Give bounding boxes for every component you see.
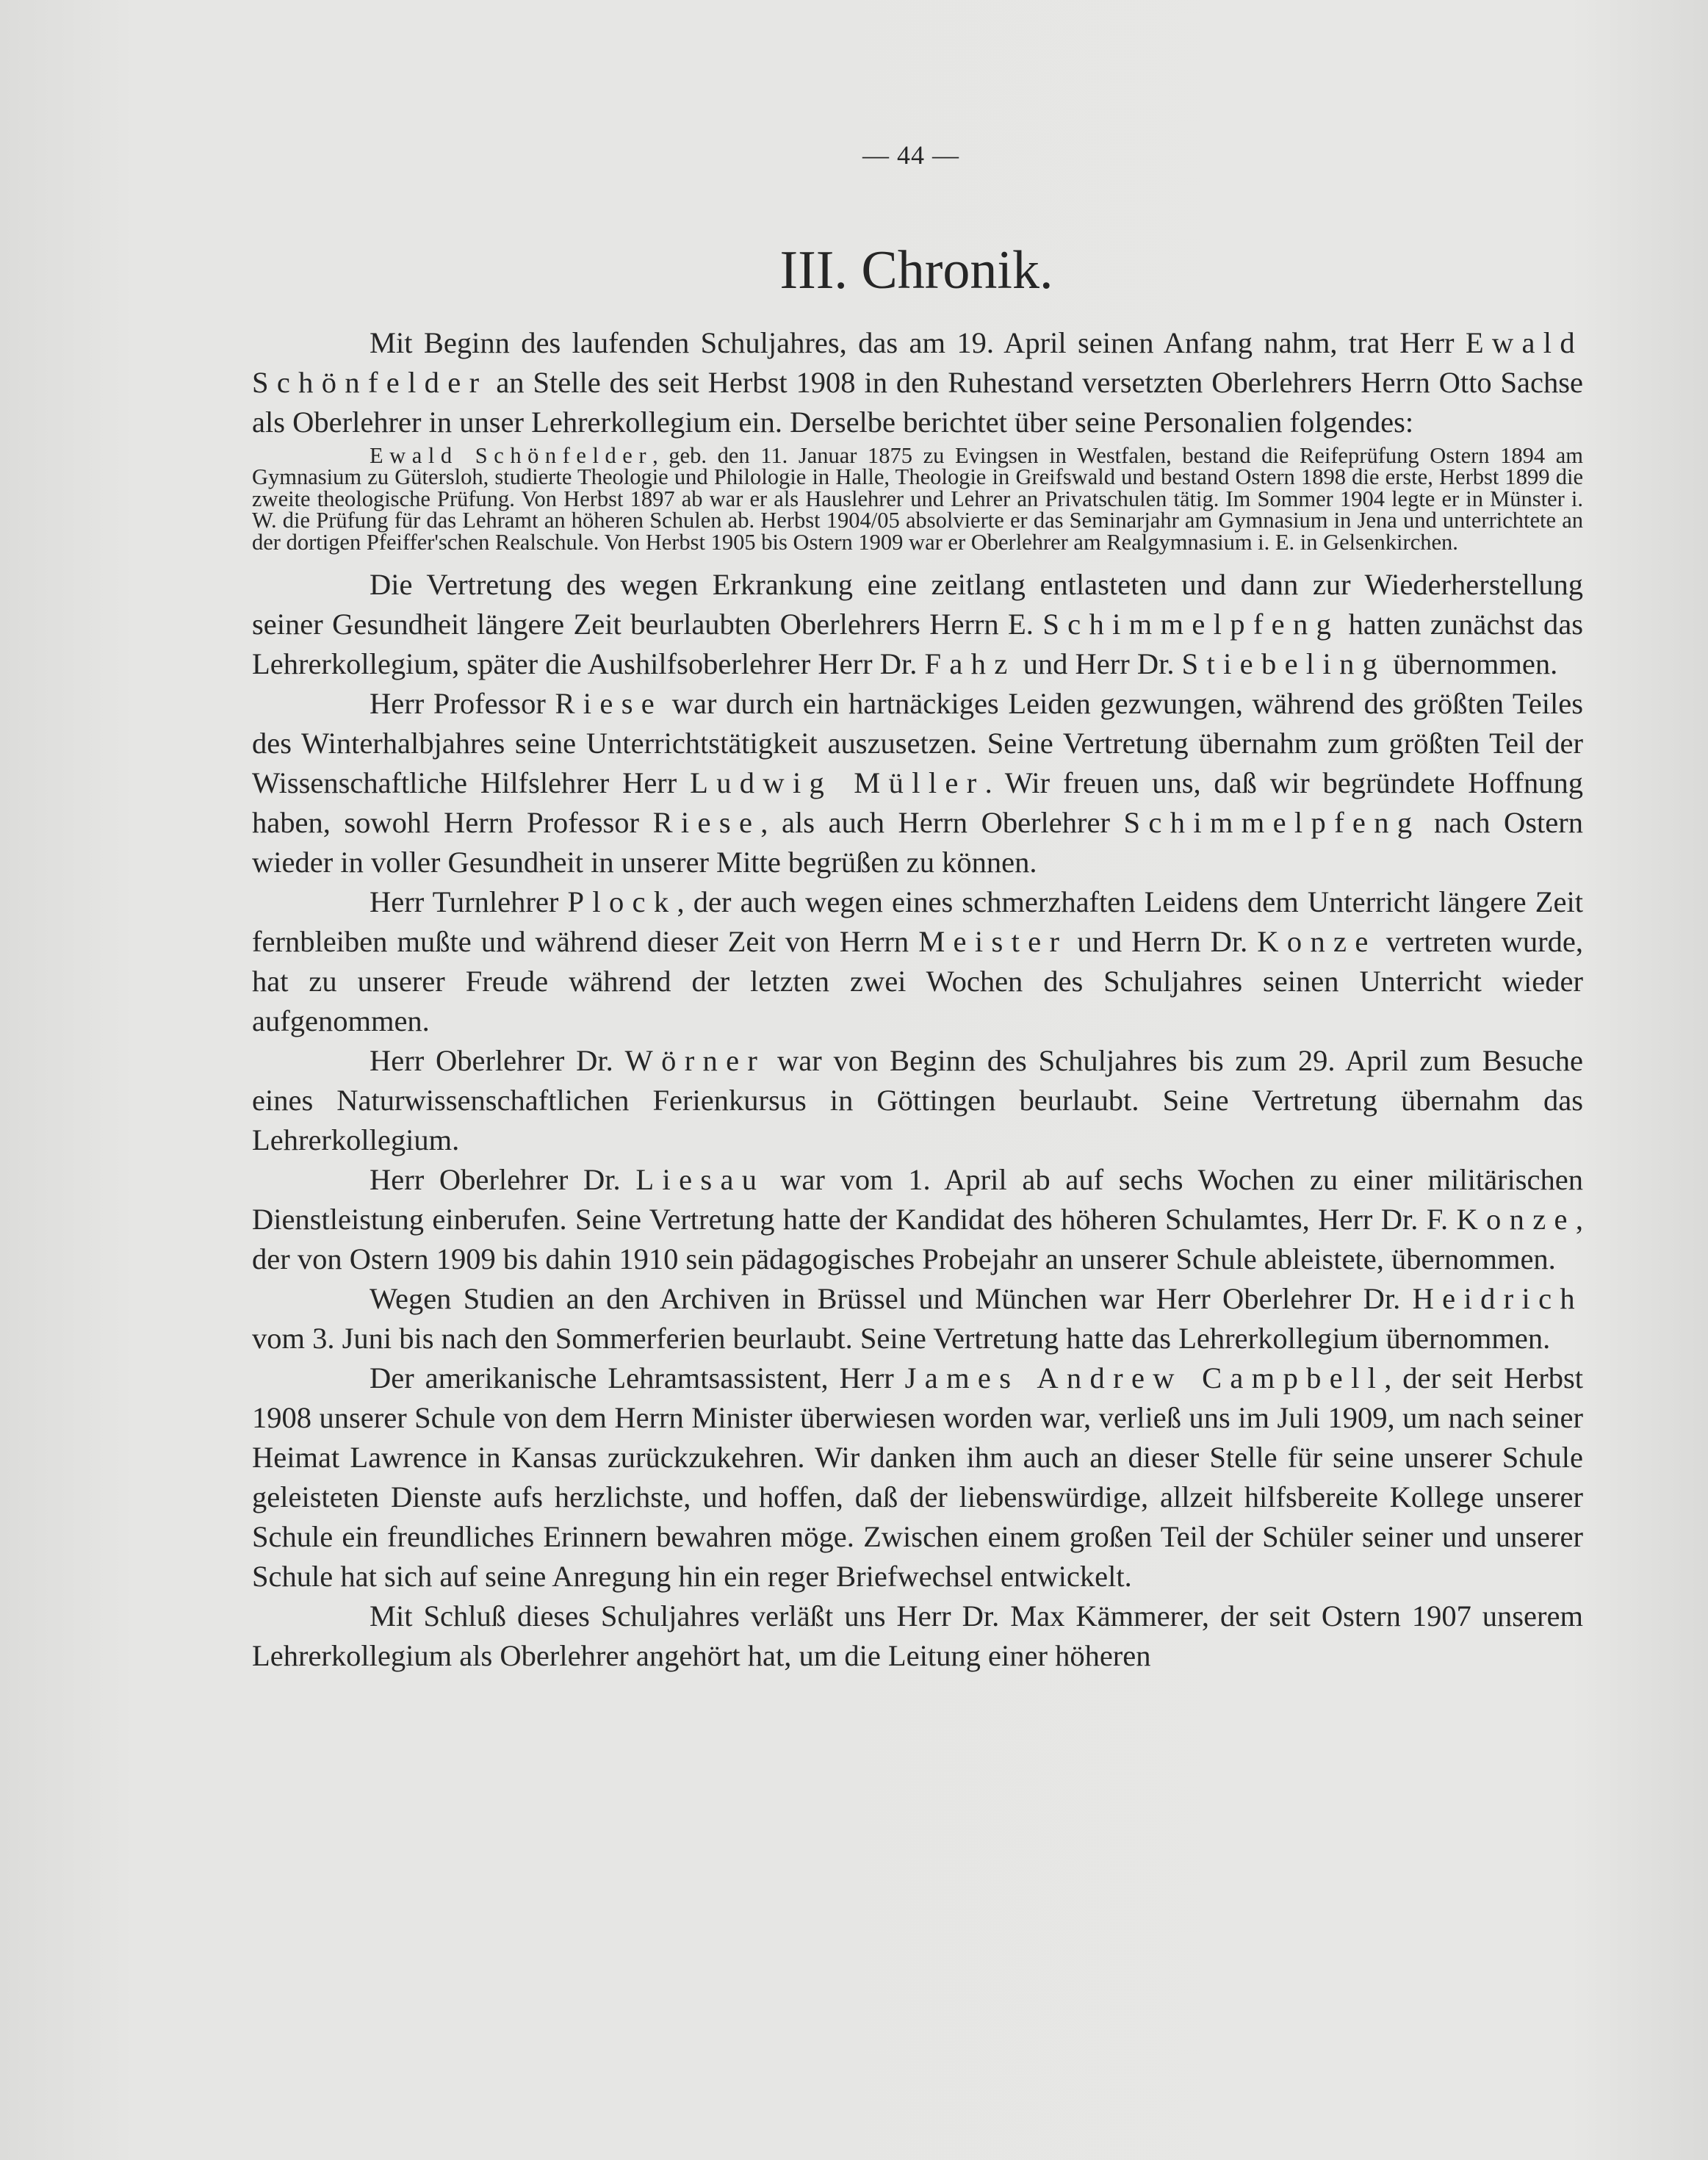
section-title: III. Chronik.	[779, 240, 1053, 300]
spaced-name: Meister	[918, 925, 1068, 959]
chronicle-paragraph	[252, 1160, 1583, 1279]
text-run: vom 3. Juni bis nach den Sommerferien beurlaubt. Seine Vertretung hatte das Lehrerkollegium übernommen.	[252, 1322, 1551, 1356]
text-run: Herr Oberlehrer Dr.	[370, 1163, 636, 1197]
text-run: . Wir freuen uns, daß wir begründete Hoffnung haben, sowohl Herrn Professor	[252, 766, 1584, 840]
spaced-name: Plock	[567, 885, 677, 919]
text-run: , der auch wegen eines schmerzhaften Leidens dem Unterricht längere Zeit fernbleiben mußte und während dieser Zeit von Herrn	[252, 885, 1583, 959]
spaced-name: Riese	[652, 806, 761, 840]
spaced-name: Liesau	[635, 1163, 765, 1197]
text-run: , der seit Herbst 1908 unserer Schule von dem Herrn Minister überwiesen worden war, verließ uns im Juli 1909, um nach seiner Heimat Lawrence in Kansas zurückzukehren. Wir danken ihm auch an dieser Stelle für seine unserer Schule geleisteten Dienste aufs herzlichste, und hoffen, daß der liebenswürdige, allzeit hilfsbereite Kollege unserer Schule ein freundliches Erinnern bewahren möge. Zwischen einem großen Teil der Schüler seiner und unserer Schule hat sich auf seine Anregung hin ein reger Briefwechsel entwickelt.	[252, 1361, 1583, 1594]
text-run: war vom 1. April ab auf sechs Wochen zu einer militärischen Dienstleistung einberufen. Seine Vertretung hatte der Kandidat des höheren Schulamtes, Herr Dr. F.	[252, 1163, 1583, 1236]
text-run: und Herr Dr.	[1015, 647, 1182, 681]
text-run: Mit Beginn des laufenden Schuljahres, das am 19. April seinen Anfang nahm, trat Herr	[370, 326, 1466, 359]
text-run: und Herrn Dr.	[1067, 925, 1258, 959]
biography-paragraph	[252, 442, 1583, 553]
spaced-name: Schimmelpfeng	[1123, 806, 1421, 840]
spaced-name: Riese	[555, 687, 663, 721]
text-run: Herr Turnlehrer	[370, 885, 568, 919]
spaced-name: James Andrew Campbell	[904, 1361, 1385, 1395]
chronicle-paragraph	[252, 565, 1583, 684]
text-run: vertreten wurde, hat zu unserer Freude während der letzten zwei Wochen des Schuljahres seinen Unterricht wieder aufgenommen.	[252, 925, 1583, 1038]
text-run: , als auch Herrn Oberlehrer	[760, 806, 1124, 840]
spaced-name: Fahz	[924, 647, 1016, 681]
chronicle-paragraph	[252, 1596, 1583, 1676]
chronicle-paragraph	[252, 1279, 1583, 1358]
body-text	[252, 323, 1583, 1676]
chronicle-paragraph	[252, 684, 1583, 882]
text-run: Mit Schluß dieses Schuljahres verläßt uns Herr Dr. Max Kämmerer, der seit Ostern 1907 unserem Lehrerkollegium als Oberlehrer angehört hat, um die Leitung einer höheren	[252, 1599, 1583, 1673]
text-run: Herr Professor	[370, 687, 555, 721]
spaced-name: Konze	[1456, 1203, 1576, 1236]
spaced-name: Ewald Schönfelder	[252, 326, 1583, 399]
text-run: hatten zunächst das Lehrerkollegium, später die Aushilfsoberlehrer Herr Dr.	[252, 608, 1583, 681]
spaced-name: Schimmelpfeng	[1042, 608, 1340, 641]
text-run: war durch ein hartnäckiges Leiden gezwungen, während des größten Teiles des Winterhalbjahres seine Unterrichtstätigkeit auszusetzen. Seine Vertretung übernahm zum größten Teil der Wissenschaftliche Hilfslehrer Herr	[252, 687, 1583, 800]
text-run: Herr Oberlehrer Dr.	[370, 1044, 625, 1078]
spaced-name: Heidrich	[1412, 1282, 1583, 1316]
chronicle-paragraph	[252, 882, 1583, 1041]
text-run: Wegen Studien an den Archiven in Brüssel und München war Herr Oberlehrer Dr.	[370, 1282, 1413, 1316]
spaced-name: Ludwig Müller	[690, 766, 985, 800]
chronicle-paragraph	[252, 1041, 1583, 1160]
page-number: — 44 —	[862, 140, 959, 170]
text-run: Die Vertretung des wegen Erkrankung eine zeitlang entlasteten und dann zur Wiederherstellung seiner Gesundheit längere Zeit beurlaubten Oberlehrers Herrn E.	[252, 568, 1583, 641]
text-run: , der von Ostern 1909 bis dahin 1910 sein pädagogisches Probejahr an unserer Schule ableistete, übernommen.	[252, 1203, 1583, 1276]
spaced-name: Wörner	[624, 1044, 766, 1078]
text-run: , geb. den 11. Januar 1875 zu Evingsen in Westfalen, bestand die Reifeprüfung Ostern 1894 am Gymnasium zu Gütersloh, studierte Theologie und Philologie in Halle, Theologie in Greifswald und bestand Ostern 1898 die erste, Herbst 1899 die zweite theologische Prüfung. Von Herbst 1897 ab war er als Hauslehrer und Lehrer an Privatschulen tätig. Im Sommer 1904 legte er in Münster i. W. die Prüfung für das Lehramt an höheren Schulen ab. Herbst 1904/05 absolvierte er das Seminarjahr am Gymnasium in Jena und unterrichtete an der dortigen Pfeiffer'schen Realschule. Von Herbst 1905 bis Ostern 1909 war er Oberlehrer am Realgymnasium i. E. in Gelsenkirchen.	[252, 443, 1584, 555]
text-run: war von Beginn des Schuljahres bis zum 29. April zum Besuche eines Naturwissenschaftlichen Ferienkursus in Göttingen beurlaubt. Seine Vertretung übernahm das Lehrerkollegium.	[252, 1044, 1583, 1157]
text-run: nach Ostern wieder in voller Gesundheit in unserer Mitte begrüßen zu können.	[252, 806, 1583, 879]
spaced-name: Ewald Schönfelder	[370, 443, 653, 468]
spaced-name: Konze	[1257, 925, 1377, 959]
text-run: an Stelle des seit Herbst 1908 in den Ruhestand versetzten Oberlehrers Herrn Otto Sachse als Oberlehrer in unser Lehrerkollegium ein. Derselbe berichtet über seine Personalien folgendes:	[252, 366, 1583, 439]
text-run: Der amerikanische Lehramtsassistent, Herr	[370, 1361, 905, 1395]
chronicle-paragraph	[252, 1358, 1583, 1596]
text-run: übernommen.	[1386, 647, 1558, 681]
chronicle-paragraph	[252, 323, 1583, 442]
spaced-name: Stiebeling	[1181, 647, 1386, 681]
